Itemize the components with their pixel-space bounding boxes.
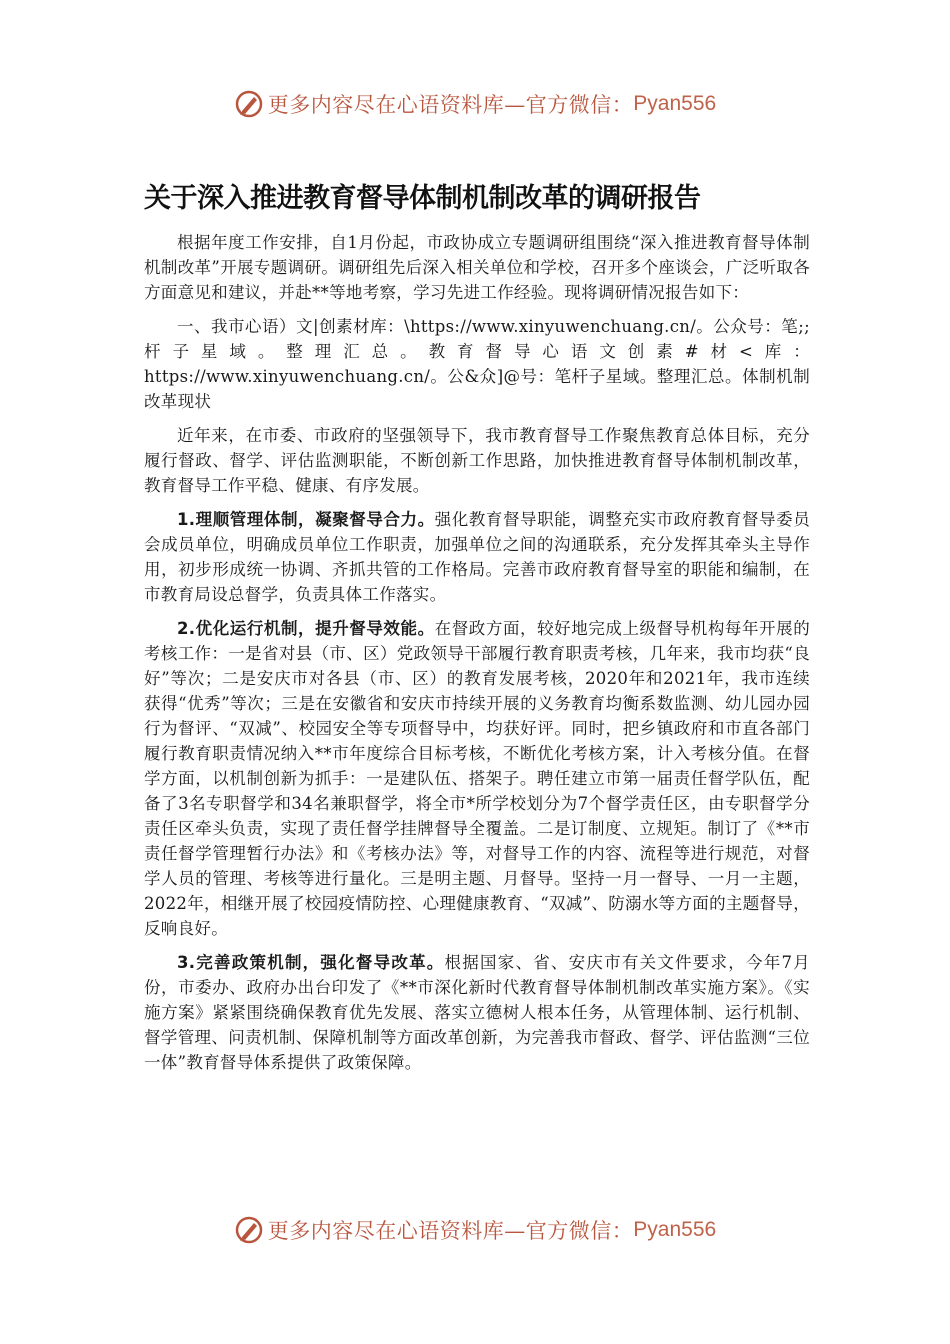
overview-paragraph: 近年来，在市委、市政府的坚强领导下，我市教育督导工作聚焦教育总体目标，充分履行督政、督学、评估监测职能，不断创新工作思路，加快推进教育督导体制机制改革，教育督导工作平稳、健康、有序发展。	[144, 426, 810, 495]
banner-text: 更多内容尽在心语资料库—官方微信：	[267, 1219, 634, 1243]
intro-paragraph: 根据年度工作安排，自1月份起，市政协成立专题调研组围绕“深入推进教育督导体制机制改革”开展专题调研。调研组先后深入相关单位和学校，召开多个座谈会，广泛听取各方面意见和建议，并赴**等地考察，学习先进工作经验。现将调研情况报告如下：	[144, 233, 810, 302]
item-3-body: 根据国家、省、安庆市有关文件要求，今年7月份，市委办、政府办出台印发了《**市深化新时代教育督导体制机制改革实施方案》。《实施方案》紧紧围绕确保教育优先发展、落实立德树人根本任务，从管理体制、运行机制、督学管理、问责机制、保障机制等方面改革创新，为完善我市督政、督学、评估监测“三位一体”教育督导体系提供了政策保障。	[144, 953, 810, 1072]
pen-logo-icon	[234, 1215, 264, 1245]
item-1-lead: 1.理顺管理体制，凝聚督导合力。	[177, 510, 435, 529]
header-watermark-banner	[0, 84, 950, 124]
pen-logo-icon	[234, 89, 264, 119]
footer-watermark-banner	[0, 1210, 950, 1250]
banner-wechat-id: Pyan556	[633, 92, 717, 115]
item-3-lead: 3.完善政策机制，强化督导改革。	[177, 953, 445, 972]
item-2-paragraph	[144, 616, 810, 941]
item-3-paragraph	[144, 950, 810, 1075]
section-heading-paragraph: 一、我市心语）文|创素材库：\https://www.xinyuwenchuang.cn/。公众号：笔;;杆子星域。整理汇总。教育督导心语文创素#材<库：https://www.xinyuwenchuang.cn/。公&众]@号：笔杆子星域。整理汇总。体制机制改革现状	[144, 317, 810, 411]
item-1-paragraph	[144, 507, 810, 607]
banner-text: 更多内容尽在心语资料库—官方微信：	[267, 93, 634, 117]
document-title: 关于深入推进教育督导体制机制改革的调研报告	[144, 183, 701, 214]
item-2-body: 在督政方面，较好地完成上级督导机构每年开展的考核工作：一是省对县（市、区）党政领导干部履行教育职责考核，几年来，我市均获“良好”等次；二是安庆市对各县（市、区）的教育发展考核，2020年和2021年，我市连续获得“优秀”等次；三是在安徽省和安庆市持续开展的义务教育均衡系数监测、幼儿园办园行为督评、“双减”、校园安全等专项督导中，均获好评。同时，把乡镇政府和市直各部门履行教育职责情况纳入**市年度综合目标考核，不断优化考核方案，计入考核分值。在督学方面，以机制创新为抓手：一是建队伍、搭架子。聘任建立市第一届责任督学队伍，配备了3名专职督学和34名兼职督学，将全市*所学校划分为7个督学责任区，由专职督学分责任区牵头负责，实现了责任督学挂牌督导全覆盖。二是订制度、立规矩。制订了《**市责任督学管理暂行办法》和《考核办法》等，对督导工作的内容、流程等进行规范，对督学人员的管理、考核等进行量化。三是明主题、月督导。坚持一月一督导、一月一主题，2022年，相继开展了校园疫情防控、心理健康教育、“双减”、防溺水等方面的主题督导，反响良好。	[144, 619, 810, 938]
banner-wechat-id: Pyan556	[633, 1218, 717, 1241]
document-body	[144, 230, 810, 1084]
item-2-lead: 2.优化运行机制，提升督导效能。	[177, 619, 435, 638]
item-1-body: 强化教育督导职能，调整充实市政府教育督导委员会成员单位，明确成员单位工作职责，加强单位之间的沟通联系，充分发挥其牵头主导作用，初步形成统一协调、齐抓共管的工作格局。完善市政府教育督导室的职能和编制，在市教育局设总督学，负责具体工作落实。	[144, 510, 810, 604]
